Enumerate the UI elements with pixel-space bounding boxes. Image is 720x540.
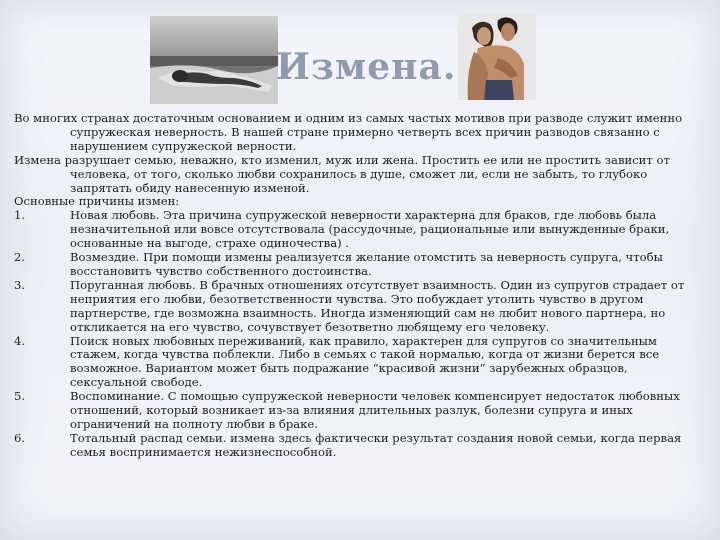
list-item-number: 1. [14,208,26,223]
list-item-text: Поиск новых любовных переживаний, как правило, характерен для супругов со значительным стажем, когда чувства поблекли. Либо в семьях с такой нормалью, когда от жизни берется все возможное. Вариантом может быть подражание “красивой жизни” зарубежных образцов, сексуальной свободе. [70,333,660,390]
intro-paragraph: Измена разрушает семью, неважно, кто изменил, муж или жена. Простить ее или не простить зависит от человека, от того, сколько любви сохранилось в душе, сможет ли, если не забыть, то глубоко запрятать обиду нанесенную изменой. [14,152,670,195]
causes-list [14,209,694,459]
list-item-number: 4. [14,333,26,348]
list-item-text: Поруганная любовь. В брачных отношениях отсутствует взаимность. Один из супругов страдает от неприятия его любви, безответственности чувства. Это побуждает утолить чувство в другом партнерстве, где возможна взаимность. Иногда изменяющий сам не любит нового партнера, но откликается на его чувство, сочувствует безответно любящему его человеку. [70,277,685,334]
list-item [14,432,694,460]
list-item [14,335,694,391]
intro-paragraph: Во многих странах достаточным основанием и одним из самых частых мотивов при разводе служит именно супружеская неверность. В нашей стране примерно четверть всех причин разводов связанно с нарушением супружеской верности. [14,111,683,153]
list-item-number: 6. [14,430,26,445]
list-item-number: 3. [14,277,26,292]
list-item-number: 5. [14,389,26,404]
list-item-text: Новая любовь. Эта причина супружеской неверности характерна для браков, где любовь была незначительной или вовсе отсутствовала (рассудочные, рациональные или вынужденные браки, основанные на выгоде, страхе одиночества) . [70,208,670,251]
list-item-number: 2. [14,250,26,265]
list-item [14,390,694,432]
list-item-text: Возмездие. При помощи измены реализуется желание отомстить за неверность супруга, чтобы восстановить чувство собственного достоинства. [70,250,663,278]
causes-heading: Основные причины измен: [14,194,180,209]
list-item-text: Тотальный распад семьи. измена здесь фактически результат создания новой семьи, когда первая семья воспринимается нежизнеспособной. [70,430,682,459]
beach-couple-image [150,16,278,104]
list-item [14,279,694,335]
beach-couple-photo [150,16,278,104]
slide-title: Измена. [276,46,457,88]
list-item [14,209,694,251]
embracing-couple-image [458,14,536,100]
slide-body [14,112,694,460]
list-item [14,251,694,279]
embracing-couple-photo [458,14,536,100]
list-item-text: Воспоминание. С помощью супружеской неверности человек компенсирует недостаток любовных отношений, который возникает из-за влияния длительных разлук, болезни супруга и иных ограничений на полноту любви в браке. [70,389,680,431]
